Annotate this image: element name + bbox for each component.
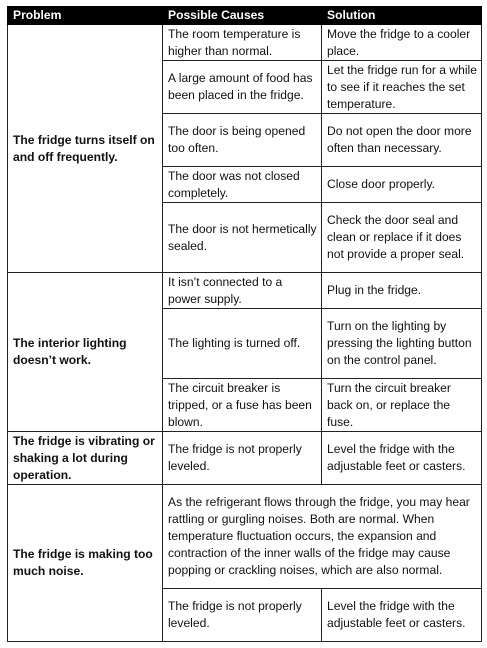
header-solution: Solution (322, 7, 482, 25)
solution-cell: Check the door seal and clean or replace if it does not provide a proper seal. (322, 203, 482, 273)
problem-cell: The interior lighting doesn’t work. (8, 273, 163, 432)
cause-cell: It isn’t connected to a power supply. (163, 273, 322, 309)
problem-cell: The fridge is vibrating or shaking a lot during operation. (8, 432, 163, 485)
problem-cell: The fridge turns itself on and off frequently. (8, 25, 163, 273)
table-row (8, 25, 482, 61)
cause-cell: The circuit breaker is tripped, or a fuse has been blown. (163, 379, 322, 432)
solution-cell: Level the fridge with the adjustable feet or casters. (322, 432, 482, 485)
cause-cell: A large amount of food has been placed in the fridge. (163, 61, 322, 114)
table-row (8, 432, 482, 485)
header-row (8, 7, 482, 25)
solution-cell: Let the fridge run for a while to see if it reaches the set temperature. (322, 61, 482, 114)
cause-cell: The lighting is turned off. (163, 309, 322, 379)
solution-cell: Plug in the fridge. (322, 273, 482, 309)
header-problem: Problem (8, 7, 163, 25)
solution-cell: Turn on the lighting by pressing the lighting button on the control panel. (322, 309, 482, 379)
cause-cell: The room temperature is higher than normal. (163, 25, 322, 61)
cause-cell: The door is being opened too often. (163, 114, 322, 167)
problem-cell: The fridge is making too much noise. (8, 485, 163, 642)
table-header (8, 7, 482, 25)
table-body (8, 25, 482, 642)
cause-cell: The door was not closed completely. (163, 167, 322, 203)
solution-cell: Level the fridge with the adjustable feet or casters. (322, 589, 482, 642)
solution-cell: Do not open the door more often than necessary. (322, 114, 482, 167)
table-row (8, 273, 482, 309)
solution-cell: Move the fridge to a cooler place. (322, 25, 482, 61)
combined-cause-solution-cell: As the refrigerant flows through the fridge, you may hear rattling or gurgling noises. Both are normal. When temperature fluctuation occurs, the expansion and contraction of the inner walls of the fridge may cause popping or crackling noises, which are also normal. (163, 485, 482, 589)
header-possible-causes: Possible Causes (163, 7, 322, 25)
cause-cell: The fridge is not properly leveled. (163, 589, 322, 642)
cause-cell: The fridge is not properly leveled. (163, 432, 322, 485)
troubleshooting-table (7, 6, 482, 642)
solution-cell: Turn the circuit breaker back on, or replace the fuse. (322, 379, 482, 432)
table-row (8, 485, 482, 589)
solution-cell: Close door properly. (322, 167, 482, 203)
cause-cell: The door is not hermetically sealed. (163, 203, 322, 273)
